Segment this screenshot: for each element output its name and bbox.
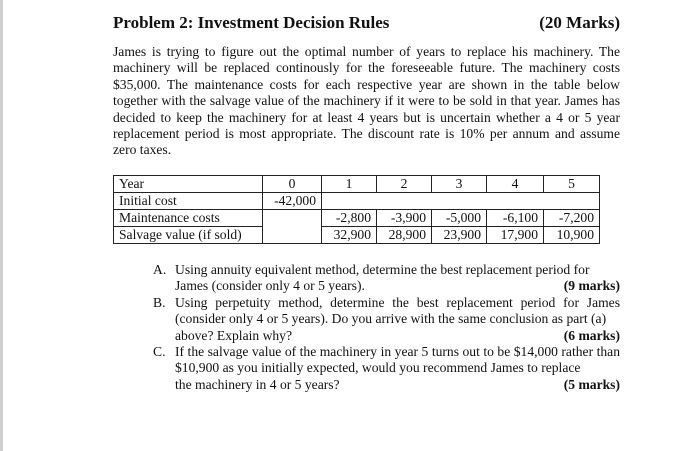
- table-cell: [432, 193, 487, 210]
- question-letter: A.: [153, 262, 167, 277]
- cost-table: [113, 175, 600, 244]
- table-cell: [544, 193, 600, 210]
- question-letter: B.: [153, 294, 166, 310]
- table-cell: [487, 193, 544, 210]
- table-cell: Salvage value (if sold): [114, 227, 263, 244]
- question-marks: (5 marks): [563, 376, 620, 392]
- table-cell: -5,000: [432, 210, 487, 227]
- question-list: [153, 262, 620, 393]
- table-cell: 2: [377, 176, 432, 193]
- table-cell: 1: [322, 176, 377, 193]
- table-cell: Year: [114, 176, 263, 193]
- table-row-maintenance: [114, 210, 600, 227]
- table-cell: [377, 193, 432, 210]
- table-cell: -2,800: [322, 210, 377, 227]
- question-marks: (9 marks): [563, 278, 620, 294]
- table-cell: [263, 227, 322, 244]
- table-cell: 28,900: [377, 227, 432, 244]
- table-cell: [322, 193, 377, 210]
- table-cell: 4: [487, 176, 544, 193]
- question-text: Using annuity equivalent method, determine the best replacement period for: [175, 262, 590, 277]
- problem-marks: (20 Marks): [539, 13, 620, 32]
- question-b: [153, 295, 620, 344]
- question-a: [153, 262, 620, 295]
- question-marks: (6 marks): [563, 327, 620, 343]
- question-text-end: above? Explain why?: [175, 327, 293, 343]
- table-cell: -7,200: [544, 210, 600, 227]
- table-row-year: [114, 176, 600, 193]
- table-cell: [263, 210, 322, 227]
- table-cell: 32,900: [322, 227, 377, 244]
- table-row-salvage: [114, 227, 600, 244]
- table-cell: 3: [432, 176, 487, 193]
- question-text-end: James (consider only 4 or 5 years).: [175, 278, 365, 294]
- table-cell: Initial cost: [114, 193, 263, 210]
- question-c: [153, 344, 620, 393]
- table-cell: 23,900: [432, 227, 487, 244]
- problem-title: Problem 2: Investment Decision Rules: [113, 13, 390, 32]
- table-cell: 5: [544, 176, 600, 193]
- table-row-initial-cost: [114, 193, 600, 210]
- intro-paragraph: James is trying to figure out the optimal number of years to replace his machinery. The machinery will be replaced continously for the foreseeable future. The machinery costs $35,000. The maintenance costs for each respective year are shown in the table below together with the salvage value of the machinery if it were to be sold in that year. James has decided to keep the machinery for at least 4 years but is uncertain whether a 4 or 5 year replacement period is most appropriate. The discount rate is 10% per annum and assume zero taxes.: [113, 44, 620, 158]
- question-text-end: the machinery in 4 or 5 years?: [175, 376, 340, 392]
- table-cell: Maintenance costs: [114, 210, 263, 227]
- table-cell: 17,900: [487, 227, 544, 244]
- question-text: Using perpetuity method, determine the best replacement period for James (consider only 4 or 5 years). Do you arrive with the same conclusion as part (a): [175, 294, 620, 327]
- table-cell: -42,000: [263, 193, 322, 210]
- problem-header: [113, 13, 620, 33]
- table-cell: -6,100: [487, 210, 544, 227]
- table-cell: 0: [263, 176, 322, 193]
- question-text: If the salvage value of the machinery in year 5 turns out to be $14,000 rather than $10,900 as you initially expected, would you recommend James to replace: [175, 344, 620, 376]
- table-cell: 10,900: [544, 227, 600, 244]
- table-cell: -3,900: [377, 210, 432, 227]
- question-letter: C.: [153, 344, 166, 360]
